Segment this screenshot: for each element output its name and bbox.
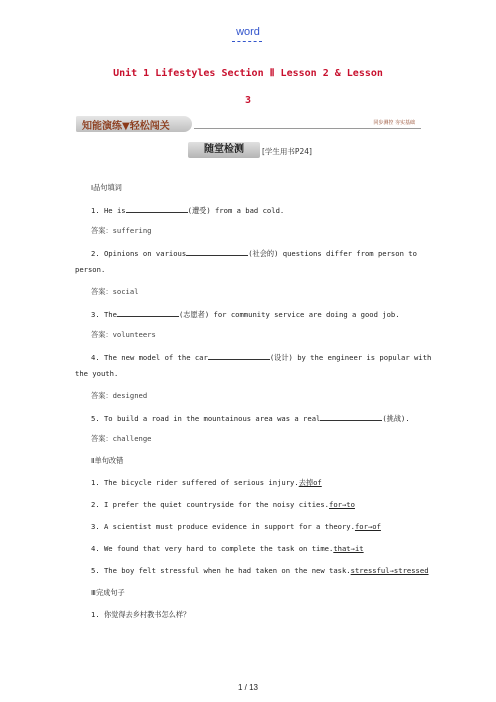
part1-item-1: 1. He is (遭受) from a bad cold. — [91, 206, 285, 215]
banner-right-label: 同步测控 夯实基础 — [373, 120, 415, 126]
part1-item-2: 2. Opinions on various (社会的) questions differ from person to — [91, 249, 417, 258]
part1-answer-5: 答案：challenge — [91, 434, 152, 443]
part1-item-3: 3. The (志愿者) for community service are doing a good job. — [91, 310, 400, 319]
part1-heading: Ⅰ品句填词 — [91, 183, 122, 192]
part1-answer-4: 答案：designed — [91, 391, 148, 400]
part1-item-4: 4. The new model of the car (设计) by the engineer is popular with — [91, 353, 432, 362]
part3-heading: Ⅲ完成句子 — [91, 588, 125, 597]
fill-blank — [320, 413, 382, 421]
header-word: word — [236, 26, 260, 38]
correction: for→to — [329, 500, 355, 509]
part2-item-4: 4. We found that very hard to complete the task on time.that→it — [91, 544, 364, 553]
page-number: 1 / 13 — [237, 683, 258, 692]
part1-answer-3: 答案：volunteers — [91, 330, 156, 339]
section-label: 随堂检测 — [204, 144, 244, 155]
correction: 去掉of — [298, 478, 322, 487]
part2-item-5: 5. The boy felt stressful when he had taken on the new task.stressful→stressed — [91, 566, 429, 575]
banner-tab-label: 知能演练▼轻松闯关 — [82, 121, 170, 132]
part1-answer-1: 答案：suffering — [91, 226, 152, 235]
correction: for→of — [354, 522, 381, 531]
fill-blank — [126, 205, 188, 213]
fill-blank — [117, 309, 179, 317]
banner-tab — [76, 116, 192, 132]
section-banner — [76, 116, 421, 132]
header-underline — [232, 41, 262, 42]
part1-item-2-cont: person. — [75, 265, 106, 274]
part2-item-1: 1. The bicycle rider suffered of serious injury.去掉of — [91, 478, 322, 487]
part1-item-4-cont: the youth. — [75, 369, 119, 378]
part2-heading: Ⅱ单句改错 — [91, 456, 124, 465]
banner-rule — [194, 128, 421, 129]
correction: that→it — [333, 544, 364, 553]
fill-blank — [186, 248, 248, 256]
section-note: [学生用书P24] — [262, 147, 312, 156]
fill-blank — [208, 352, 270, 360]
part2-item-2: 2. I prefer the quiet countryside for the noisy cities.for→to — [91, 500, 355, 509]
doc-title-line2: 3 — [244, 95, 252, 106]
doc-title-line1: Unit 1 Lifestyles Section Ⅱ Lesson 2 & Lesson — [113, 68, 383, 79]
correction: stressful→stressed — [350, 566, 429, 575]
part1-answer-2: 答案：social — [91, 287, 139, 296]
section-label-box — [188, 142, 260, 158]
part1-item-5: 5. To build a road in the mountainous area was a real (挑战). — [91, 414, 410, 423]
part3-item-1: 1. 你觉得去乡村教书怎么样？ — [91, 610, 191, 619]
part2-item-3: 3. A scientist must produce evidence in support for a theory.for→of — [91, 522, 381, 531]
